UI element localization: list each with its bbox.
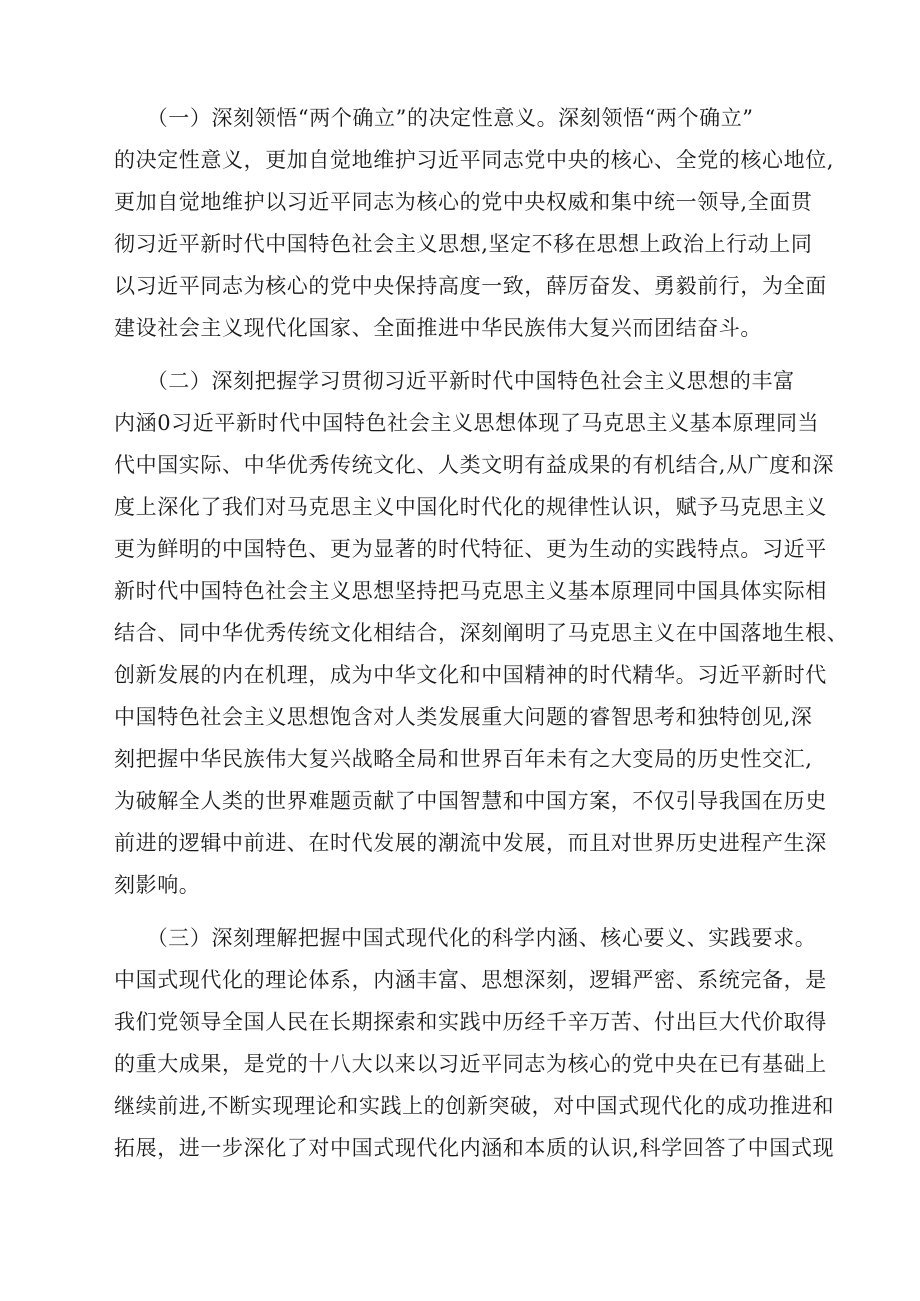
paragraph-2-line-7: 结合、同中华优秀传统文化相结合，深刻阐明了马克思主义在中国落地生根、	[114, 621, 849, 645]
paragraph-2-line-10: 刻把握中华民族伟大复兴战略全局和世界百年未有之大变局的历史性交汇,	[114, 747, 813, 771]
paragraph-2-line-9: 中国特色社会主义思想饱含对人类发展重大问题的睿智思考和独特创见,深	[114, 705, 813, 729]
paragraph-2-line-8: 创新发展的内在机理，成为中华文化和中国精神的时代精华。习近平新时代	[114, 663, 827, 687]
paragraph-2-line-12: 前进的逻辑中前进、在时代发展的潮流中发展，而且对世界历史进程产生深	[114, 831, 827, 855]
paragraph-3-line-5: 继续前进,不断实现理论和实践上的创新突破，对中国式现代化的成功推进和	[114, 1094, 835, 1118]
paragraph-2-line-4: 度上深化了我们对马克思主义中国化时代化的规律性认识，赋予马克思主义	[114, 495, 827, 519]
paragraph-1-line-4: 彻习近平新时代中国特色社会主义思想,坚定不移在思想上政治上行动上同	[114, 232, 813, 256]
paragraph-3-line-3: 我们党领导全国人民在长期探索和实践中历经千辛万苦、付出巨大代价取得	[114, 1010, 827, 1034]
paragraph-1-line-3: 更加自觉地维护以习近平同志为核心的党中央权威和集中统一领导,全面贯	[114, 190, 813, 214]
paragraph-1-line-5: 以习近平同志为核心的党中央保持高度一致，薛厉奋发、勇毅前行，为全面	[114, 274, 827, 298]
paragraph-1-line-1: （一）深刻领悟“两个确立”的决定性意义。深刻领悟“两个确立”	[114, 106, 754, 130]
paragraph-3-line-4: 的重大成果，是党的十八大以来以习近平同志为核心的党中央在已有基础上	[114, 1052, 827, 1076]
paragraph-1-line-2: 的决定性意义，更加自觉地维护习近平同志党中央的核心、全党的核心地位,	[114, 148, 835, 172]
paragraph-2-line-1: （二）深刻把握学习贯彻习近平新时代中国特色社会主义思想的丰富	[114, 369, 795, 393]
paragraph-2-line-6: 新时代中国特色社会主义思想坚持把马克思主义基本原理同中国具体实际相	[114, 579, 827, 603]
paragraph-2-line-11: 为破解全人类的世界难题贡献了中国智慧和中国方案，不仅引导我国在历史	[114, 789, 827, 813]
paragraph-2-line-13: 刻影响。	[114, 873, 201, 897]
paragraph-2-line-5: 更为鲜明的中国特色、更为显著的时代特征、更为生动的实践特点。习近平	[114, 537, 827, 561]
paragraph-3-line-2: 中国式现代化的理论体系，内涵丰富、思想深刻，逻辑严密、系统完备，是	[114, 968, 827, 992]
paragraph-3-line-6: 拓展，进一步深化了对中国式现代化内涵和本质的认识,科学回答了中国式现	[114, 1136, 835, 1160]
paragraph-2-line-3: 代中国实际、中华优秀传统文化、人类文明有益成果的有机结合,从广度和深	[114, 453, 835, 477]
paragraph-1-line-6: 建设社会主义现代化国家、全面推进中华民族伟大复兴而团结奋斗。	[114, 316, 762, 340]
paragraph-3-line-1: （三）深刻理解把握中国式现代化的科学内涵、核心要义、实践要求。	[114, 926, 817, 950]
paragraph-2-line-2: 内涵0习近平新时代中国特色社会主义思想体现了马克思主义基本原理同当	[114, 411, 820, 435]
